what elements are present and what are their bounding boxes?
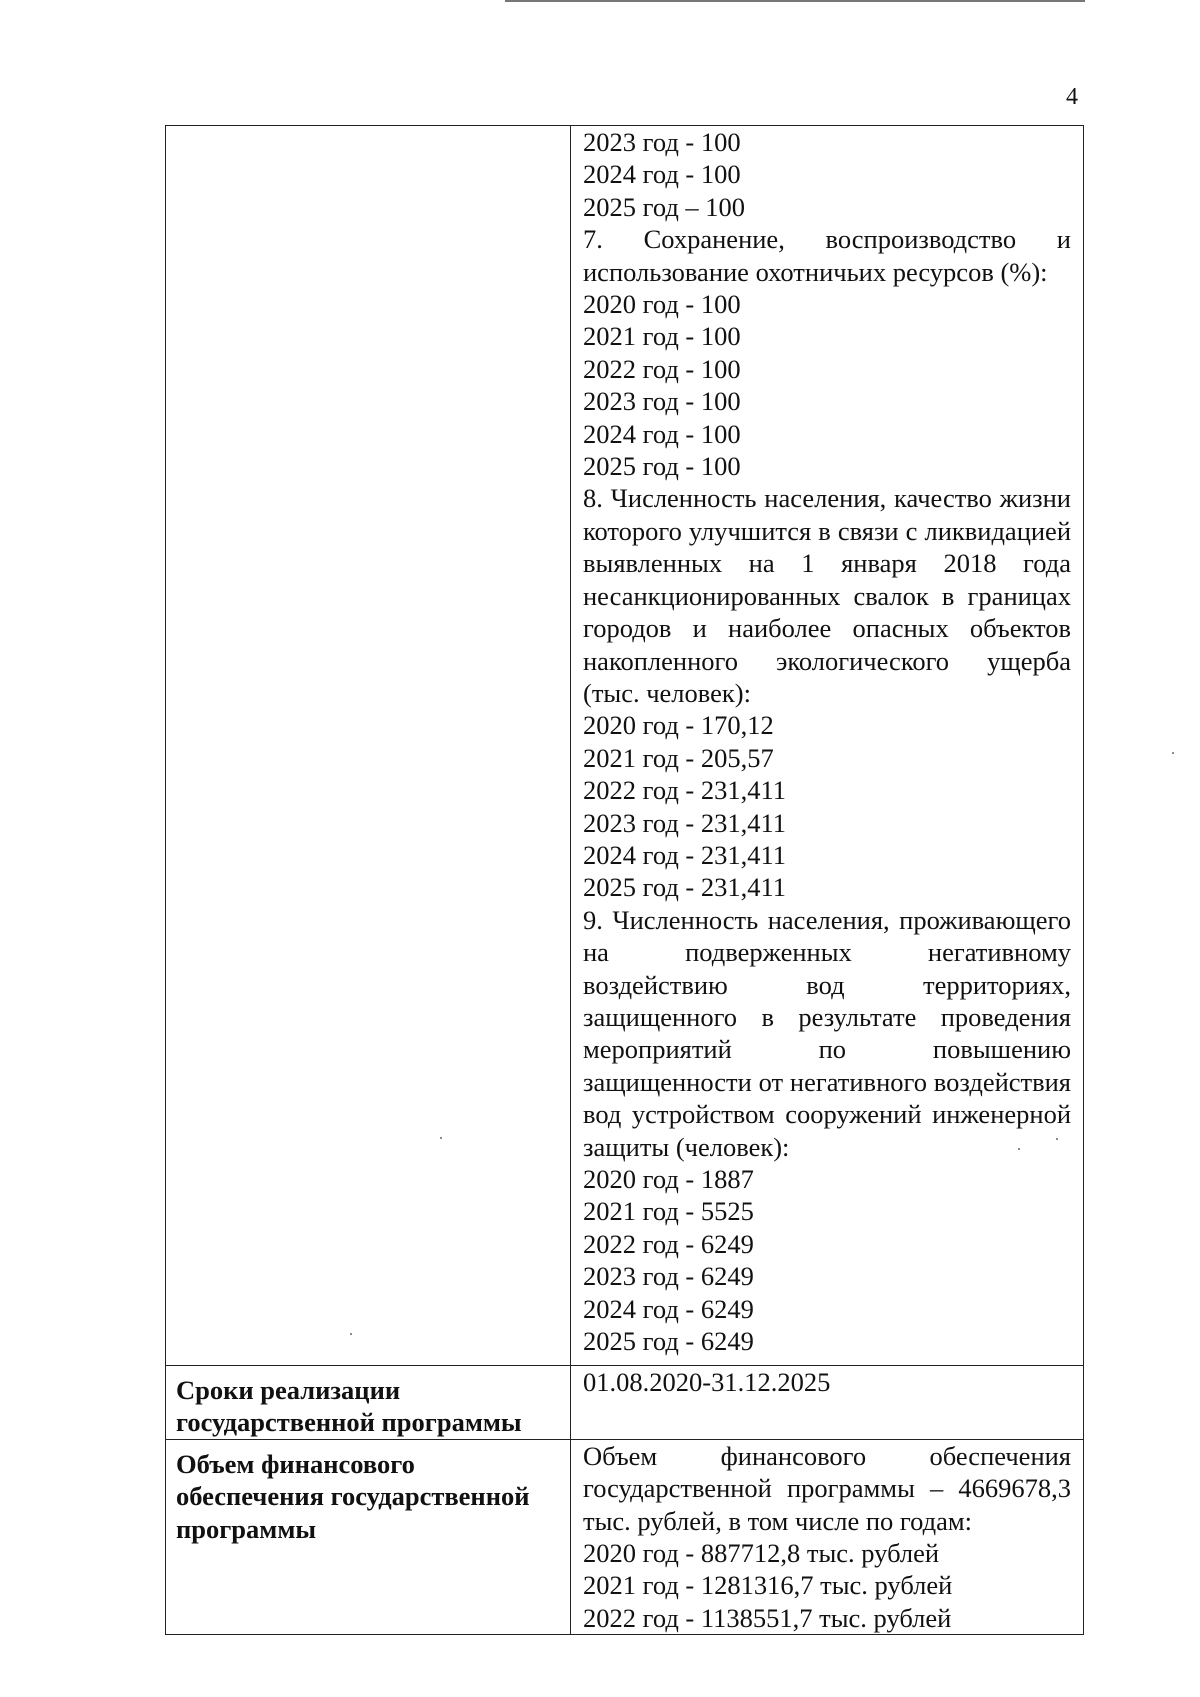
indicator-9-title: 9. Численность населения, проживающего на подверженных негативному воздействию вод территориях, защищенного в результате проведения мероприятий по повышению защищенности от негативного воздействия вод устройством сооружений инженерной защиты (человек):: [583, 904, 1071, 1162]
indicator-line: 2022 год - 100: [583, 353, 741, 384]
indicator-line: 2020 год - 1887: [583, 1164, 754, 1194]
timeline-value: 01.08.2020-31.12.2025: [583, 1367, 831, 1397]
indicator-line: 2021 год - 5525: [583, 1196, 754, 1227]
timeline-value-cell: [571, 1366, 1084, 1440]
scan-speck: [440, 1137, 442, 1139]
scan-speck: [1018, 1148, 1020, 1150]
funding-value-cell: [571, 1439, 1084, 1634]
program-passport-table: [165, 125, 1084, 1635]
indicator-8-title: 8. Численность населения, качество жизни которого улучшится в связи с ликвидацией выявленных на 1 января 2018 года несанкционированных свалок в границах городов и наиболее опасных объектов накопленного экологического ущерба (тыс. человек):: [583, 483, 1071, 708]
indicator-line: 2025 год - 6249: [583, 1326, 754, 1357]
indicator-line: 2022 год - 231,411: [583, 775, 787, 806]
indicator-line: 2023 год - 6249: [583, 1261, 754, 1292]
table-row-funding: [166, 1439, 1084, 1634]
indicator-line: 2024 год - 231,411: [583, 839, 787, 870]
indicators-label-cell: [166, 126, 571, 1366]
funding-year-line: 2022 год - 1138551,7 тыс. рублей: [583, 1602, 952, 1633]
timeline-label: Сроки реализации государственной программы: [176, 1375, 522, 1438]
funding-year-line: 2020 год - 887712,8 тыс. рублей: [583, 1538, 940, 1569]
scan-speck: [1056, 1138, 1058, 1140]
funding-label-cell: [166, 1439, 571, 1634]
indicator-line: 2025 год - 231,411: [583, 872, 787, 903]
funding-intro: Объем финансового обеспечения государственной программы – 4669678,3 тыс. рублей, в том числе по годам:: [583, 1440, 1071, 1536]
indicator-line: 2023 год - 100: [583, 386, 741, 417]
indicator-line: 2020 год - 170,12: [583, 710, 774, 741]
funding-label: Объем финансового обеспечения государственной программы: [176, 1448, 530, 1544]
indicator-line: 2024 год - 100: [583, 159, 741, 190]
indicator-line: 2021 год - 205,57: [583, 742, 774, 773]
page-number: 4: [1066, 84, 1078, 110]
indicator-line: 2020 год - 100: [583, 289, 741, 320]
indicator-line: 2021 год - 100: [583, 321, 741, 352]
indicators-value-cell: [571, 126, 1084, 1366]
indicator-line: 2024 год - 100: [583, 418, 741, 449]
indicator-line: 2025 год – 100: [583, 191, 746, 222]
table-row-indicators: [166, 126, 1084, 1366]
indicator-line: 2022 год - 6249: [583, 1228, 754, 1259]
indicator-line: 2023 год - 231,411: [583, 807, 787, 838]
timeline-label-cell: [166, 1366, 571, 1440]
indicator-line: 2025 год - 100: [583, 451, 741, 482]
funding-year-line: 2021 год - 1281316,7 тыс. рублей: [583, 1570, 953, 1601]
top-scan-rule: [505, 0, 1085, 2]
indicator-line: 2023 год - 100: [583, 127, 741, 157]
scan-speck: [1172, 752, 1174, 754]
indicator-7-title: 7. Сохранение, воспроизводство и использование охотничьих ресурсов (%):: [583, 224, 1071, 287]
scan-speck: [350, 1333, 352, 1335]
indicator-line: 2024 год - 6249: [583, 1293, 754, 1324]
table-row-timeline: [166, 1366, 1084, 1440]
